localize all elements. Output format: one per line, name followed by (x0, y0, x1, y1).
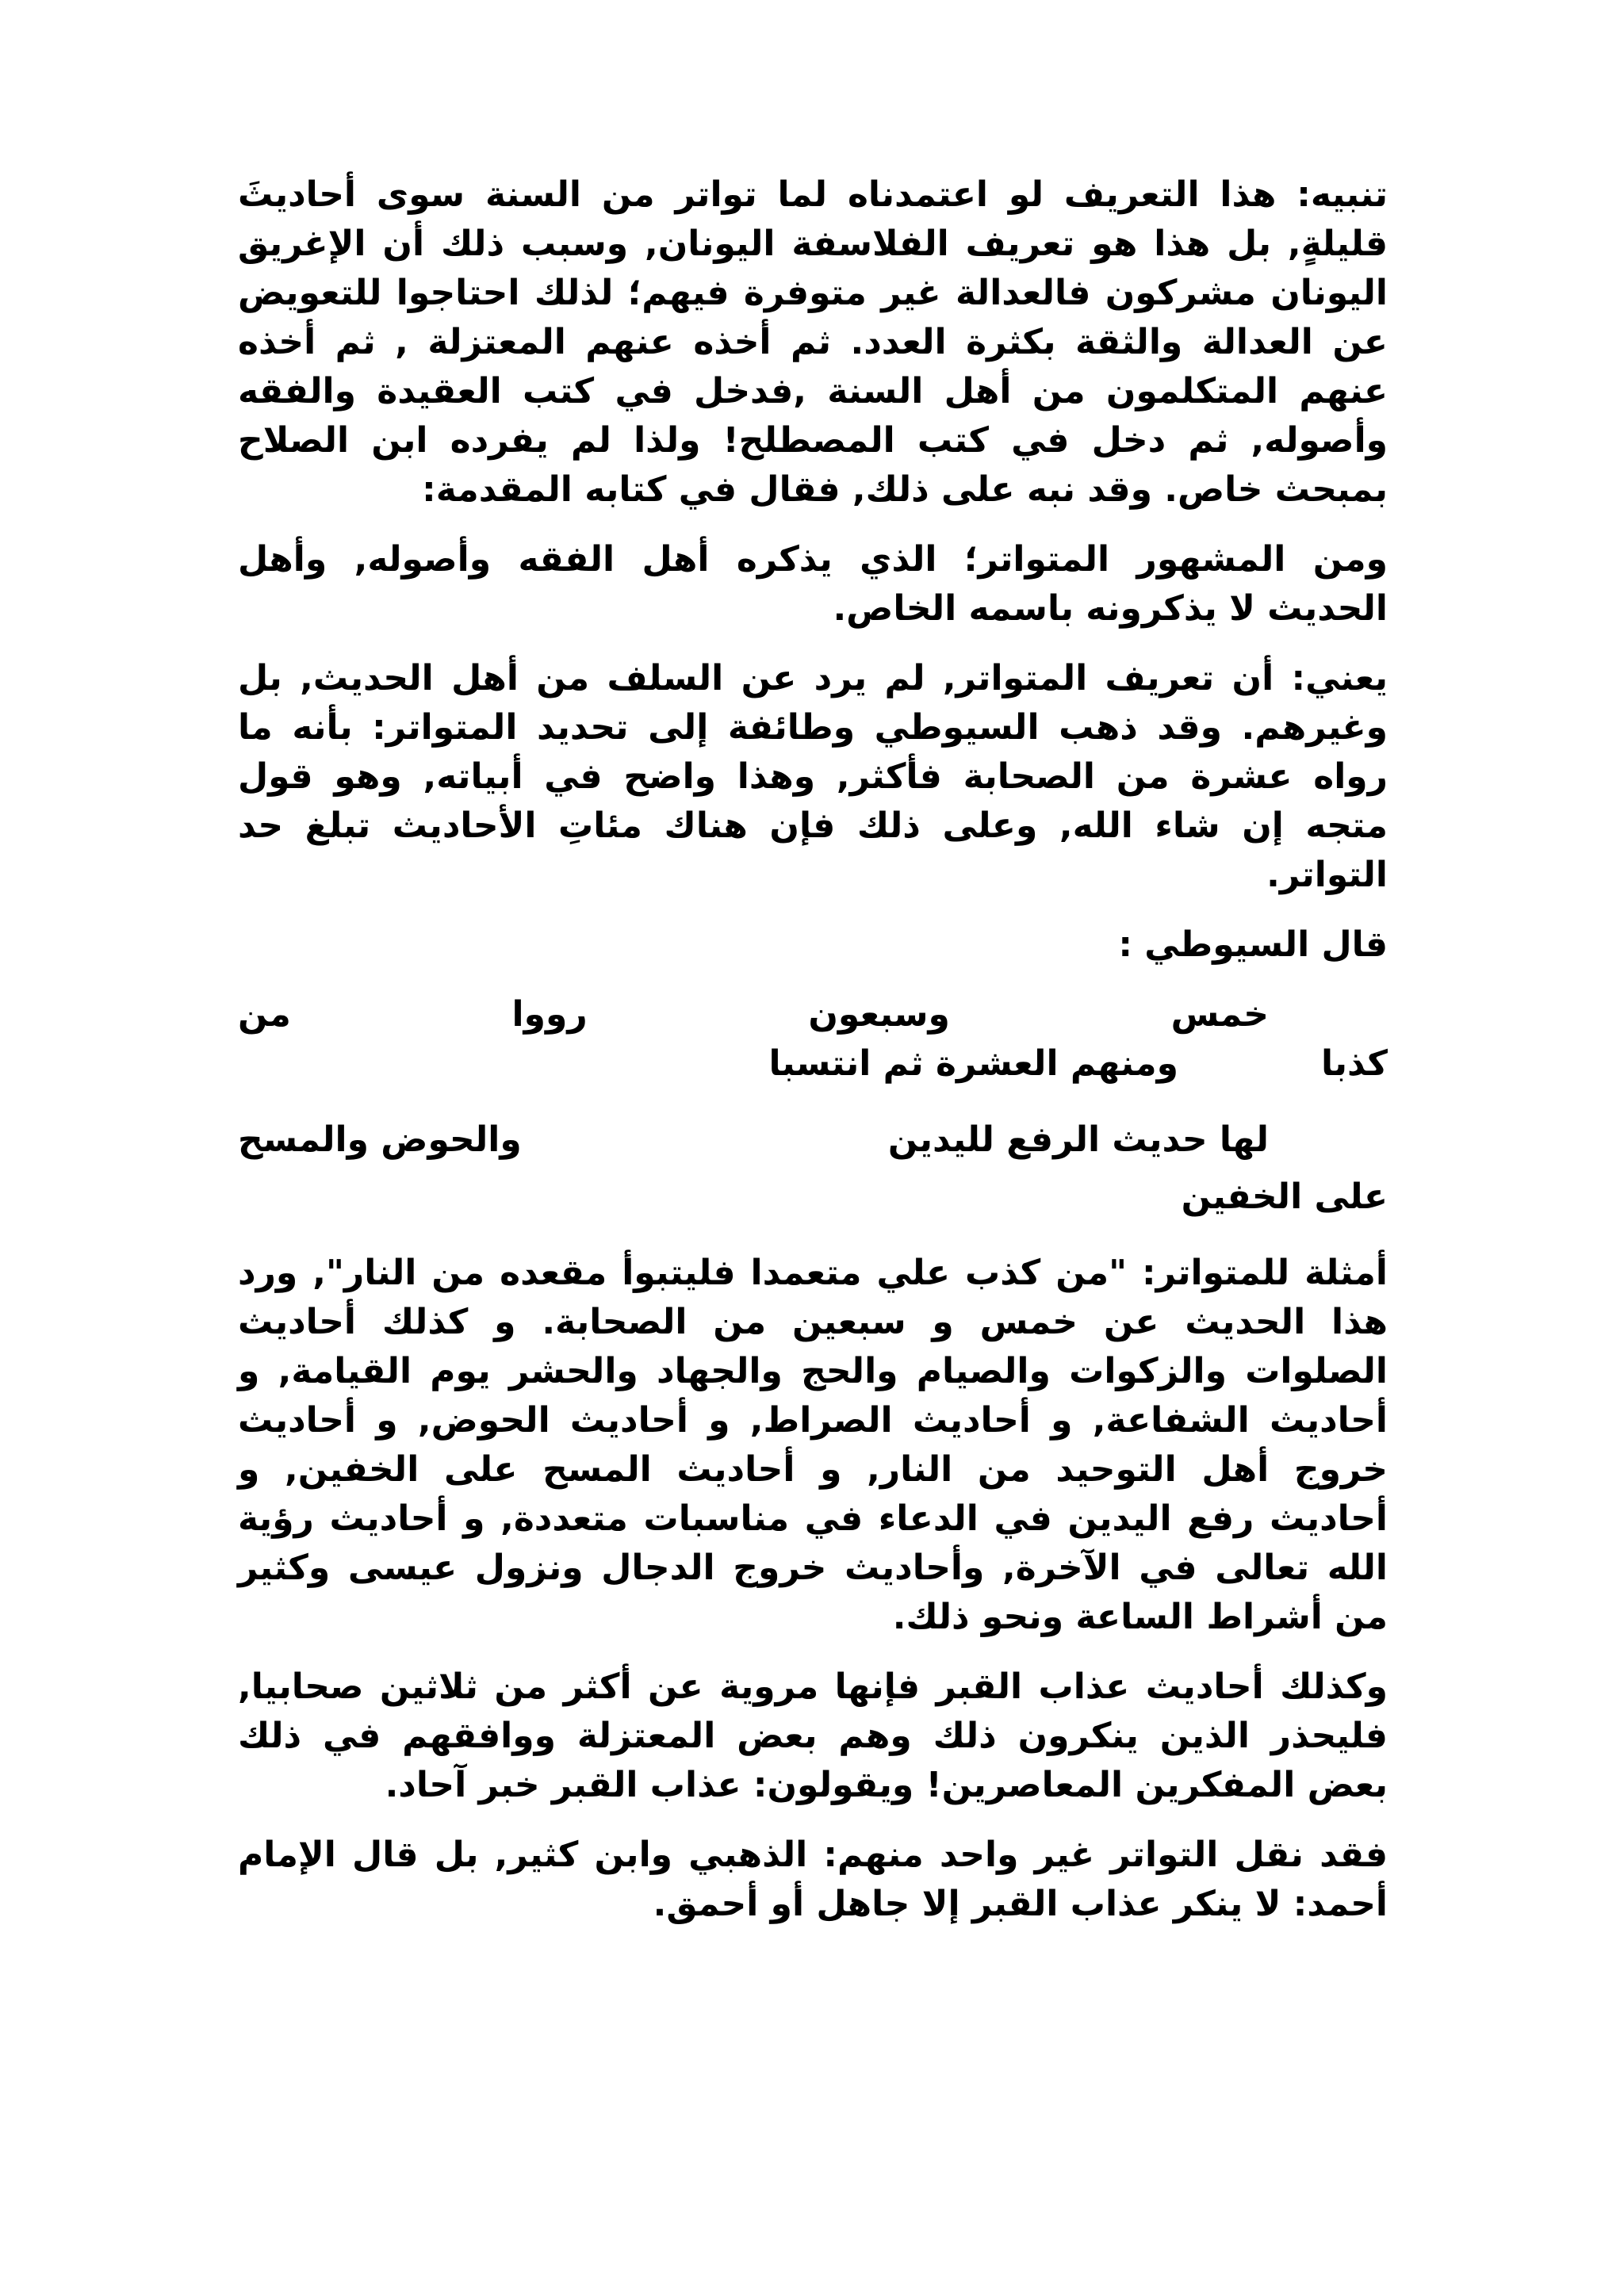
verse-line-4 (238, 1173, 1388, 1222)
document-page (238, 170, 1388, 1950)
verse-line-2 (238, 1039, 1388, 1089)
verse-word: كذبا (1320, 1043, 1388, 1084)
poem-verses (238, 990, 1388, 1222)
verse-word: من (238, 994, 291, 1035)
verse-word: ومنهم العشرة ثم انتسبا (768, 1043, 1178, 1084)
verse-word: على الخفين (1181, 1177, 1388, 1217)
verse-word: والحوض والمسح (238, 1119, 522, 1160)
verse-word: لها حديث الرفع لليدين (887, 1119, 1269, 1160)
paragraph-quote: ومن المشهور المتواتر؛ الذي يذكره أهل الفقه وأصوله, وأهل الحديث لا يذكرونه باسمه الخاص. (238, 539, 1388, 629)
verse-word: رووا (511, 994, 588, 1035)
verse-line-1 (238, 990, 1388, 1039)
paragraph-grave-punishment: وكذلك أحاديث عذاب القبر فإنها مروية عن أكثر من ثلاثين صحابيا, فليحذر الذين ينكرون ذلك وهم بعض المعتزلة ووافقهم في ذلك بعض المفكرين المعاصرين! ويقولون: عذاب القبر خبر آحاد. (238, 1667, 1388, 1805)
paragraph-suyuti-intro: قال السيوطي : (1118, 924, 1388, 965)
verse-line-3 (238, 1115, 1388, 1165)
paragraph-conclusion: فقد نقل التواتر غير واحد منهم: الذهبي وابن كثير, بل قال الإمام أحمد: لا ينكر عذاب القبر إلا جاهل أو أحمق. (238, 1835, 1388, 1924)
paragraph-examples: أمثلة للمتواتر: "من كذب علي متعمدا فليتبوأ مقعده من النار", ورد هذا الحديث عن خمس و سبعين من الصحابة. و كذلك أحاديث الصلوات والزكوات والصيام والحج والجهاد والحشر يوم القيامة, و أحاديث الشفاعة, و أحاديث الصراط, و أحاديث الحوض, و أحاديث خروج أهل التوحيد من النار, و أحاديث المسح على الخفين, و أحاديث رفع اليدين في الدعاء في مناسبات متعددة, و أحاديث رؤية الله تعالى في الآخرة, وأحاديث خروج الدجال ونزول عيسى وكثير من أشراط الساعة ونحو ذلك. (238, 1253, 1388, 1637)
verse-word: وسبعون (808, 994, 950, 1035)
verse-word: خمس (1170, 994, 1269, 1035)
paragraph-explanation: يعني: أن تعريف المتواتر, لم يرد عن السلف من أهل الحديث, بل وغيرهم. وقد ذهب السيوطي وطائفة إلى تحديد المتواتر: بأنه ما رواه عشرة من الصحابة فأكثر, وهذا واضح في أبياته, وهو قول متجه إن شاء الله, وعلى ذلك فإن هناك مئاتِ الأحاديث تبلغ حد التواتر. (238, 658, 1388, 895)
paragraph-note: تنبيه: هذا التعريف لو اعتمدناه لما تواتر من السنة سوى أحاديثَ قليلةٍ, بل هذا هو تعريف الفلاسفة اليونان, وسبب ذلك أن الإغريق اليونان مشركون فالعدالة غير متوفرة فيهم؛ لذلك احتاجوا للتعويض عن العدالة والثقة بكثرة العدد. ثم أخذه عنهم المعتزلة , ثم أخذه عنهم المتكلمون من أهل السنة ,فدخل في كتب العقيدة والفقه وأصوله, ثم دخل في كتب المصطلح! ولذا لم يفرده ابن الصلاح بمبحث خاص. وقد نبه على ذلك, فقال في كتابه المقدمة: (238, 174, 1388, 510)
